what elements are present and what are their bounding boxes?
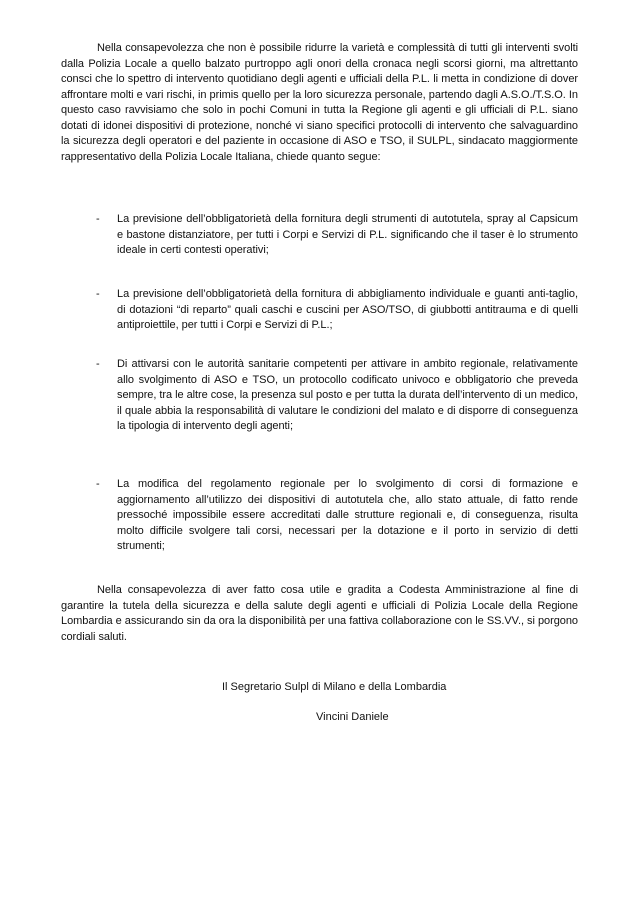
list-item-1: [96, 212, 578, 259]
list-item-text: La modifica del regolamento regionale per lo svolgimento di corsi di formazione e aggiornamento all’utilizzo dei dispositivi di autotutela che, allo stato attuale, di fatto rende pressoché impossibile essere accreditati dalle strutture regionali e, di conseguenza, risulta molto difficile svolgere tali corsi, necessari per la dotazione e il porto in servizio di detti strumenti;: [117, 478, 578, 552]
bullet-dash: -: [96, 213, 100, 225]
closing-paragraph: Nella consapevolezza di aver fatto cosa utile e gradita a Codesta Amministrazione al fine di garantire la tutela della sicurezza e della salute degli agenti e ufficiali di Polizia Locale della Regione Lombardia e assicurando sin da ora la disponibilità per una fattiva collaborazione con le SS.VV., si porgono cordiali saluti.: [61, 584, 578, 643]
signature-name: Vincini Daniele: [316, 711, 389, 723]
intro-paragraph: Nella consapevolezza che non è possibile ridurre la varietà e complessità di tutti gli interventi svolti dalla Polizia Locale a quello balzato purtroppo agli onori della cronaca negli scorsi giorni, ma altrettanto consci che lo spettro di intervento quotidiano degli agenti e ufficiali della P.L. li metta in condizione di dover affrontare molti e vari rischi, in primis quello per la loro sicurezza personale, partendo dagli A.S.O./T.S.O. In questo caso ravvisiamo che solo in pochi Comuni in tutta la Regione gli agenti e gli ufficiali di P.L. siano dotati di idonei dispositivi di protezione, nonché vi siano specifici protocolli di intervento che salvaguardino la sicurezza degli operatori e del paziente in occasione di ASO e TSO, il SULPL, sindacato maggiormente rappresentativo della Polizia Locale Italiana, chiede quanto segue:: [61, 42, 578, 163]
list-item-text: Di attivarsi con le autorità sanitarie competenti per attivare in ambito regionale, relativamente allo svolgimento di ASO e TSO, un protocollo codificato univoco e obbligatorio che preveda sempre, tra le altre cose, la presenza sul posto e per tutta la durata dell’intervento di un medico, il quale abbia la responsabilità di valutare le condizioni del malato e di disporre di conseguenza la tipologia di intervento degli agenti;: [117, 358, 578, 432]
bullet-dash: -: [96, 288, 100, 300]
signature-title: Il Segretario Sulpl di Milano e della Lombardia: [222, 681, 447, 693]
list-item-text: La previsione dell’obbligatorietà della fornitura degli strumenti di autotutela, spray al Capsicum e bastone distanziatore, per tutti i Corpi e Servizi di P.L. significando che il taser è lo strumento ideale in certi contesti operativi;: [117, 213, 578, 256]
list-item-2: [96, 287, 578, 334]
list-item-4: [96, 477, 578, 555]
list-item-3: [96, 357, 578, 435]
bullet-dash: -: [96, 478, 100, 490]
list-item-text: La previsione dell’obbligatorietà della fornitura di abbigliamento individuale e guanti anti-taglio, di dotazioni “di reparto” quali caschi e cuscini per ASO/TSO, di giubbotti antitrauma e di quelli antiproiettile, per tutti i Corpi e Servizi di P.L.;: [117, 288, 578, 331]
bullet-dash: -: [96, 358, 100, 370]
